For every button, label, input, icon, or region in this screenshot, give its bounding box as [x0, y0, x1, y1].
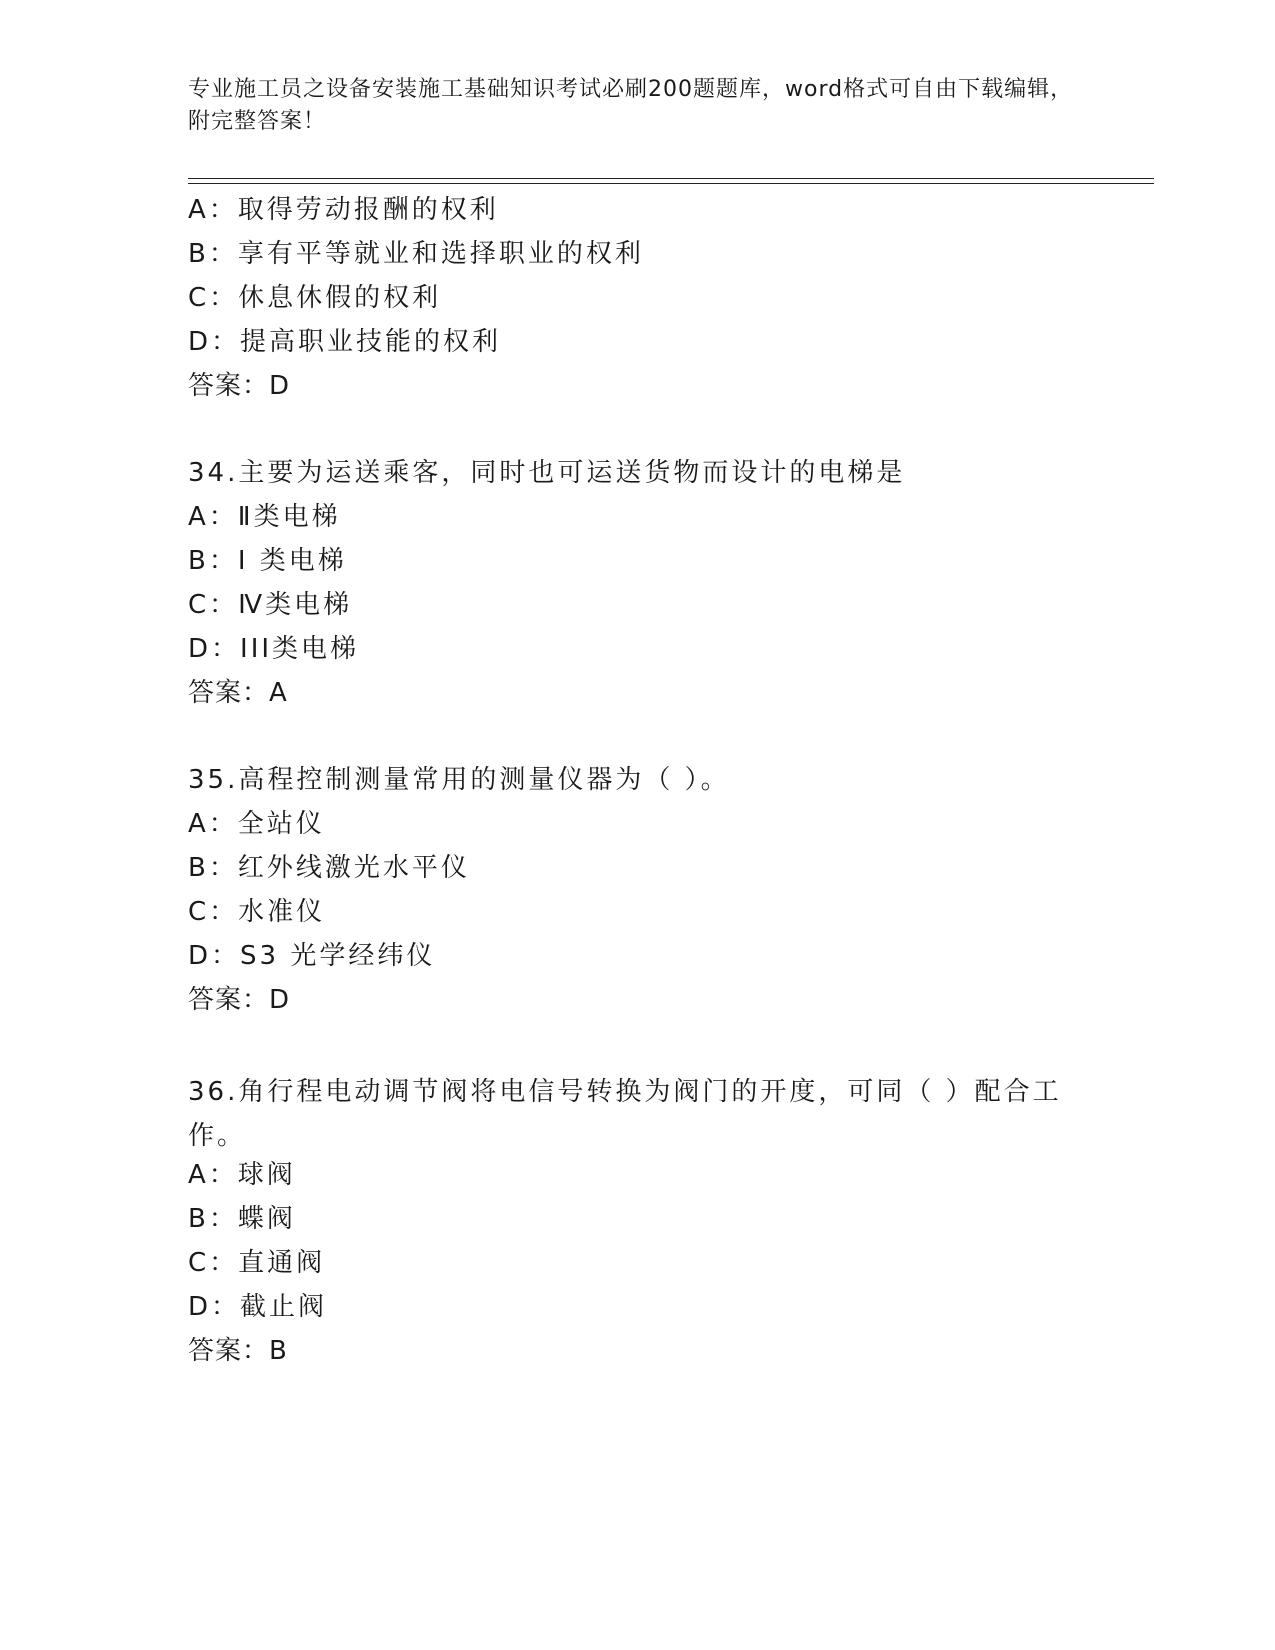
q36-answer: 答案：B: [188, 1336, 288, 1366]
header-divider-top: [188, 178, 1154, 179]
q33-option-d: D：提高职业技能的权利: [188, 327, 502, 357]
q35-option-d: D：S3 光学经纬仪: [188, 941, 436, 971]
q33-option-c: C：休息休假的权利: [188, 283, 442, 313]
document-header: 专业施工员之设备安装施工基础知识考试必刷200题题库，word格式可自由下载编辑，附完整答案！: [188, 77, 1074, 134]
q33-answer: 答案：D: [188, 371, 291, 401]
q36-option-d: D：截止阀: [188, 1292, 328, 1322]
q35-option-a: A：全站仪: [188, 809, 325, 839]
q34-option-b: B：I 类电梯: [188, 546, 347, 576]
header-divider-bottom: [188, 183, 1154, 184]
q35-answer: 答案：D: [188, 985, 291, 1015]
q33-option-b: B：享有平等就业和选择职业的权利: [188, 239, 644, 269]
q36-question: 36.角行程电动调节阀将电信号转换为阀门的开度，可同（ ）配合工作。: [188, 1077, 1062, 1151]
q35-option-c: C：水准仪: [188, 897, 326, 927]
q36-option-c: C：直通阀: [188, 1248, 326, 1278]
q36-option-a: A：球阀: [188, 1160, 296, 1190]
q34-question: 34.主要为运送乘客，同时也可运送货物而设计的电梯是: [188, 458, 906, 488]
q35-option-b: B：红外线激光水平仪: [188, 853, 470, 883]
q34-option-c: C：Ⅳ类电梯: [188, 590, 353, 620]
q34-answer: 答案：A: [188, 678, 288, 708]
q33-option-a: A：取得劳动报酬的权利: [188, 195, 499, 225]
q35-question: 35.高程控制测量常用的测量仪器为（ ）。: [188, 765, 730, 795]
q36-option-b: B：蝶阀: [188, 1204, 296, 1234]
q34-option-a: A：Ⅱ类电梯: [188, 502, 341, 532]
q34-option-d: D：III类电梯: [188, 634, 360, 664]
